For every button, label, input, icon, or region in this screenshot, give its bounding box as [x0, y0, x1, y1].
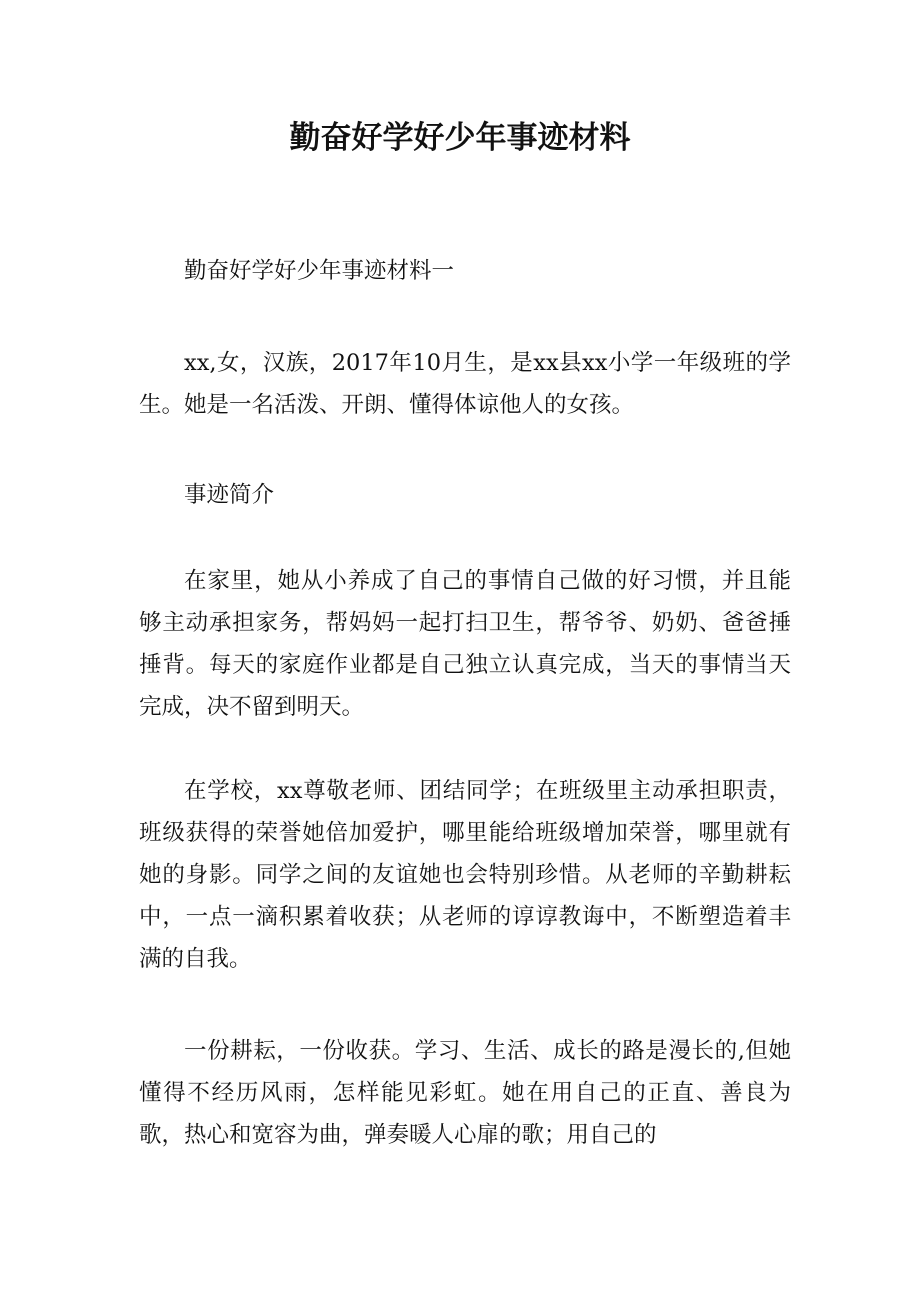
intro-paragraph: xx,女，汉族，2017年10月生，是xx县xx小学一年级班的学生。她是一名活泼、开朗、懂得体谅他人的女孩。	[139, 350, 791, 418]
harvest-paragraph: 一份耕耘，一份收获。学习、生活、成长的路是漫长的,但她懂得不经历风雨，怎样能见彩虹。她在用自己的正直、善良为歌，热心和宽容为曲，弹奏暖人心扉的歌；用自己的	[139, 1038, 791, 1148]
home-paragraph: 在家里，她从小养成了自己的事情自己做的好习惯，并且能够主动承担家务，帮妈妈一起打扫卫生，帮爷爷、奶奶、爸爸捶捶背。每天的家庭作业都是自己独立认真完成，当天的事情当天完成，决不留到明天。	[139, 568, 791, 720]
document-subtitle: 勤奋好学好少年事迹材料一	[184, 258, 455, 284]
school-paragraph: 在学校，xx尊敬老师、团结同学；在班级里主动承担职责，班级获得的荣誉她倍加爱护，哪里能给班级增加荣誉，哪里就有她的身影。同学之间的友谊她也会特别珍惜。从老师的辛勤耕耘中，一点一滴积累着收获；从老师的谆谆教诲中，不断塑造着丰满的自我。	[139, 778, 791, 972]
section-heading: 事迹简介	[184, 482, 275, 508]
document-title: 勤奋好学好少年事迹材料	[289, 120, 631, 156]
